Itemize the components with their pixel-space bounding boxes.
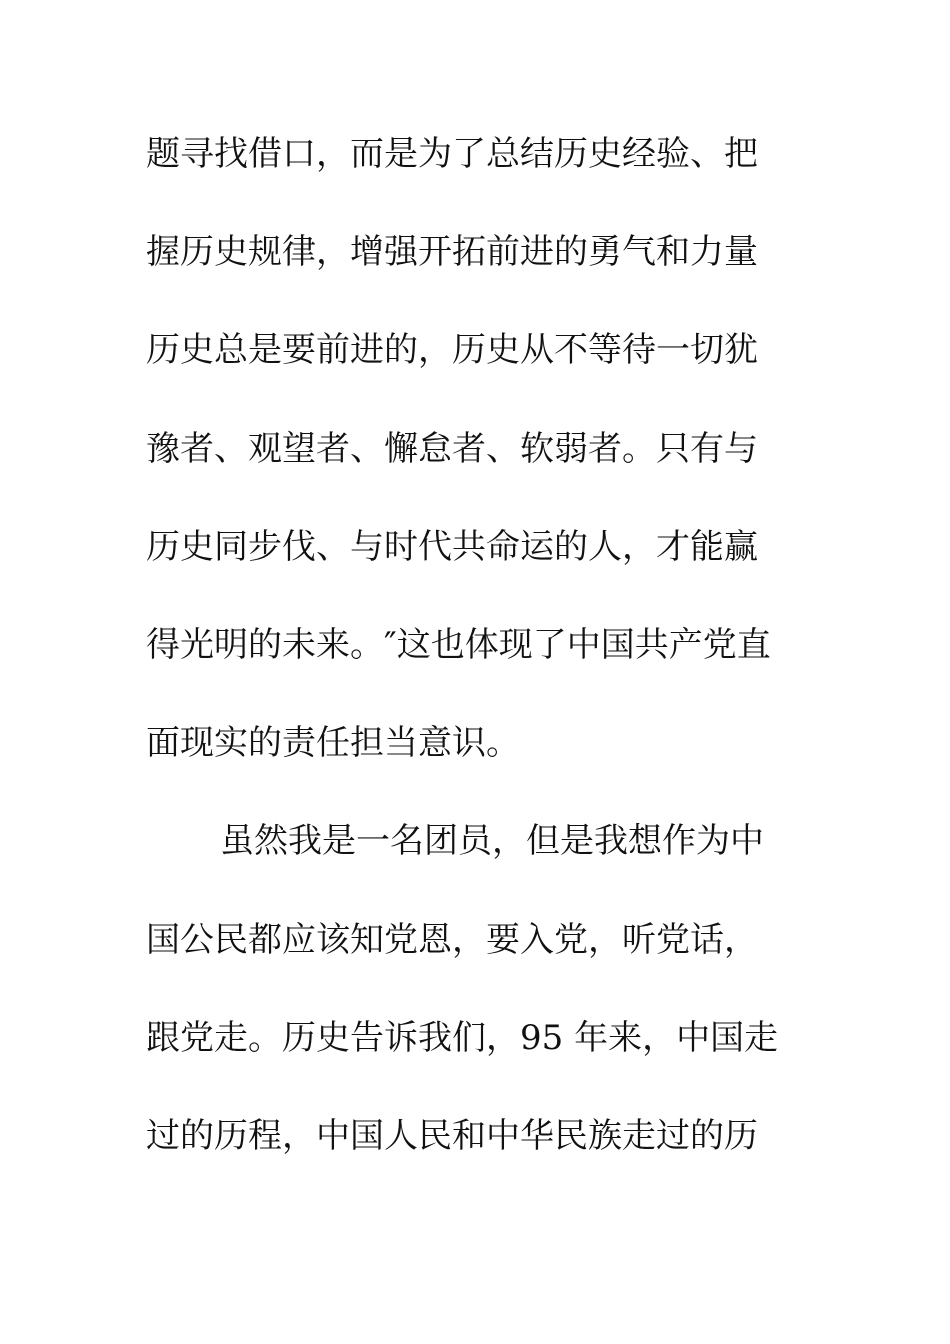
paragraph-start-line: 虽然我是一名团员，但是我想作为中 — [220, 821, 764, 862]
text-line: 过的历程，中国人民和中华民族走过的历 — [146, 1115, 758, 1156]
text-line: 豫者、观望者、懈怠者、软弱者。只有与 — [146, 428, 758, 469]
text-line: 得光明的未来。″这也体现了中国共产党直 — [146, 624, 771, 665]
text-line: 历史总是要前进的，历史从不等待一切犹 — [146, 330, 758, 371]
text-line: 题寻找借口，而是为了总结历史经验、把 — [146, 134, 758, 174]
text-line: 国公民都应该知党恩，要入党，听党话， — [146, 919, 758, 960]
text-line: 跟党走。历史告诉我们，95 年来，中国走 — [146, 1017, 779, 1058]
text-line: 面现实的责任担当意识。 — [146, 723, 520, 764]
body-text — [146, 122, 816, 1202]
text-line: 握历史规律，增强开拓前进的勇气和力量 — [146, 232, 758, 273]
text-line: 历史同步伐、与时代共命运的人，才能赢 — [146, 526, 758, 567]
